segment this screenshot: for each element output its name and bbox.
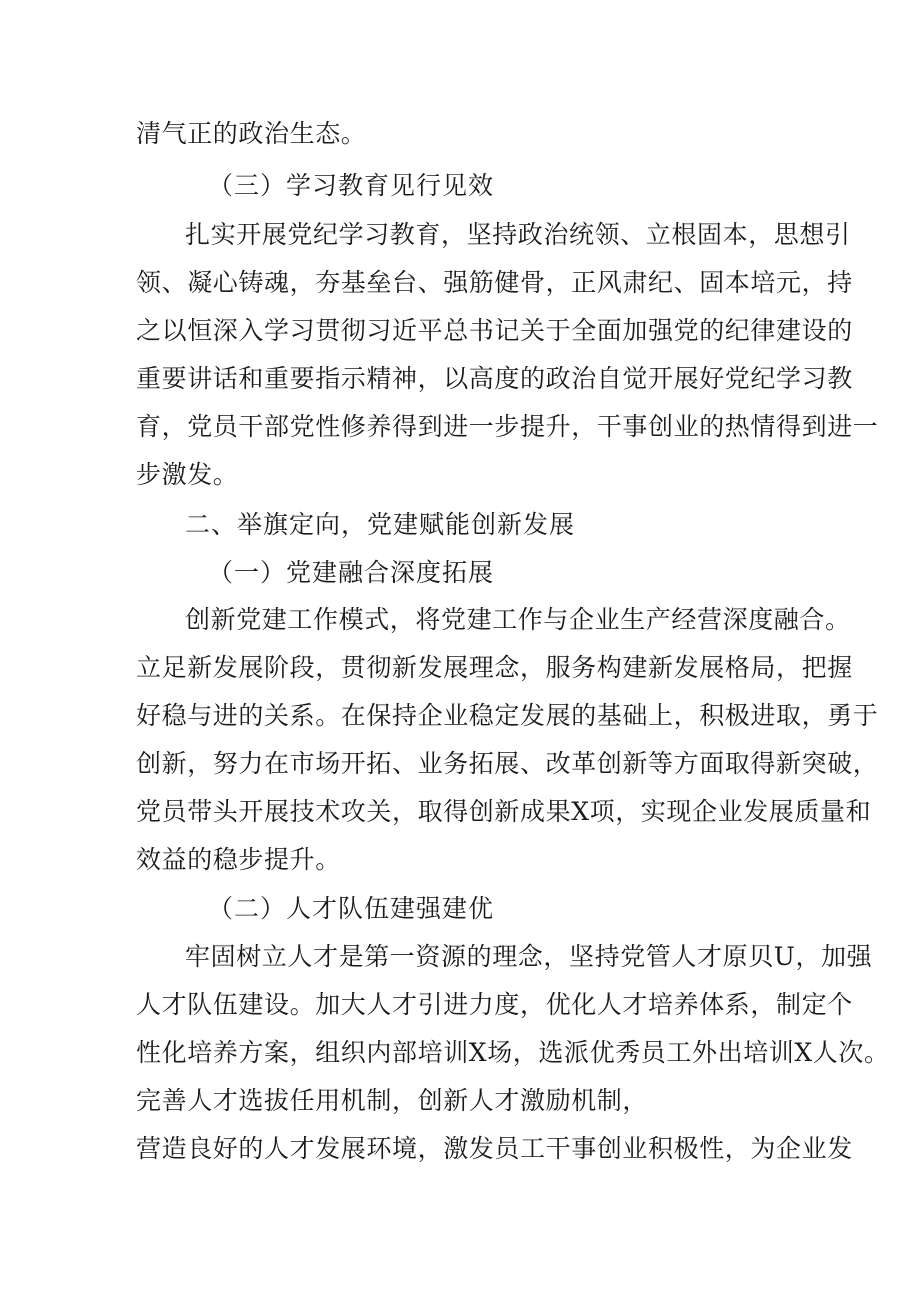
subsection-heading: （二）人才队伍建强建优 bbox=[208, 894, 495, 923]
subsection-heading: （一）党建融合深度拓展 bbox=[208, 558, 495, 587]
paragraph-line: 清气正的政治生态。 bbox=[136, 119, 367, 148]
paragraph-line: 效益的稳步提升。 bbox=[136, 845, 341, 874]
paragraph-line: 好稳与进的关系。在保持企业稳定发展的基础上，积极进取，勇于 bbox=[136, 701, 879, 730]
section-heading: 二、举旗定向，党建赋能创新发展 bbox=[185, 510, 576, 539]
paragraph-line: 创新，努力在市场开拓、业务拓展、改革创新等方面取得新突破， bbox=[136, 749, 879, 778]
paragraph-line: 重要讲话和重要指示精神，以高度的政治自觉开展好党纪学习教 bbox=[136, 364, 853, 393]
paragraph-line: 性化培养方案，组织内部培训X场，选派优秀员工外出培训X人次。 bbox=[136, 1038, 890, 1067]
paragraph-line: 立足新发展阶段，贯彻新发展理念，服务构建新发展格局，把握 bbox=[136, 653, 853, 682]
paragraph-line: 营造良好的人才发展环境，激发员工干事创业积极性，为企业发 bbox=[136, 1134, 853, 1163]
subsection-heading: （三）学习教育见行见效 bbox=[208, 171, 495, 200]
paragraph-line: 创新党建工作模式，将党建工作与企业生产经营深度融合。 bbox=[185, 605, 851, 634]
paragraph-line: 步激发。 bbox=[136, 460, 239, 489]
paragraph-line: 党员带头开展技术攻关，取得创新成果X项，实现企业发展质量和 bbox=[136, 797, 872, 826]
paragraph-line: 人才队伍建设。加大人才引进力度，优化人才培养体系，制定个 bbox=[136, 990, 853, 1019]
paragraph-line: 领、凝心铸魂，夯基垒台、强筋健骨，正风肃纪、固本培元，持 bbox=[136, 268, 853, 297]
paragraph-line: 牢固树立人才是第一资源的理念，坚持党管人才原贝U，加强 bbox=[185, 942, 873, 971]
paragraph-line: 扎实开展党纪学习教育，坚持政治统领、立根固本，思想引 bbox=[185, 220, 851, 249]
paragraph-line: 育，党员干部党性修养得到进一步提升，干事创业的热情得到进一 bbox=[136, 412, 879, 441]
paragraph-line: 完善人才选拔任用机制，创新人才激励机制， bbox=[136, 1086, 649, 1115]
paragraph-line: 之以恒深入学习贯彻习近平总书记关于全面加强党的纪律建设的 bbox=[136, 316, 853, 345]
